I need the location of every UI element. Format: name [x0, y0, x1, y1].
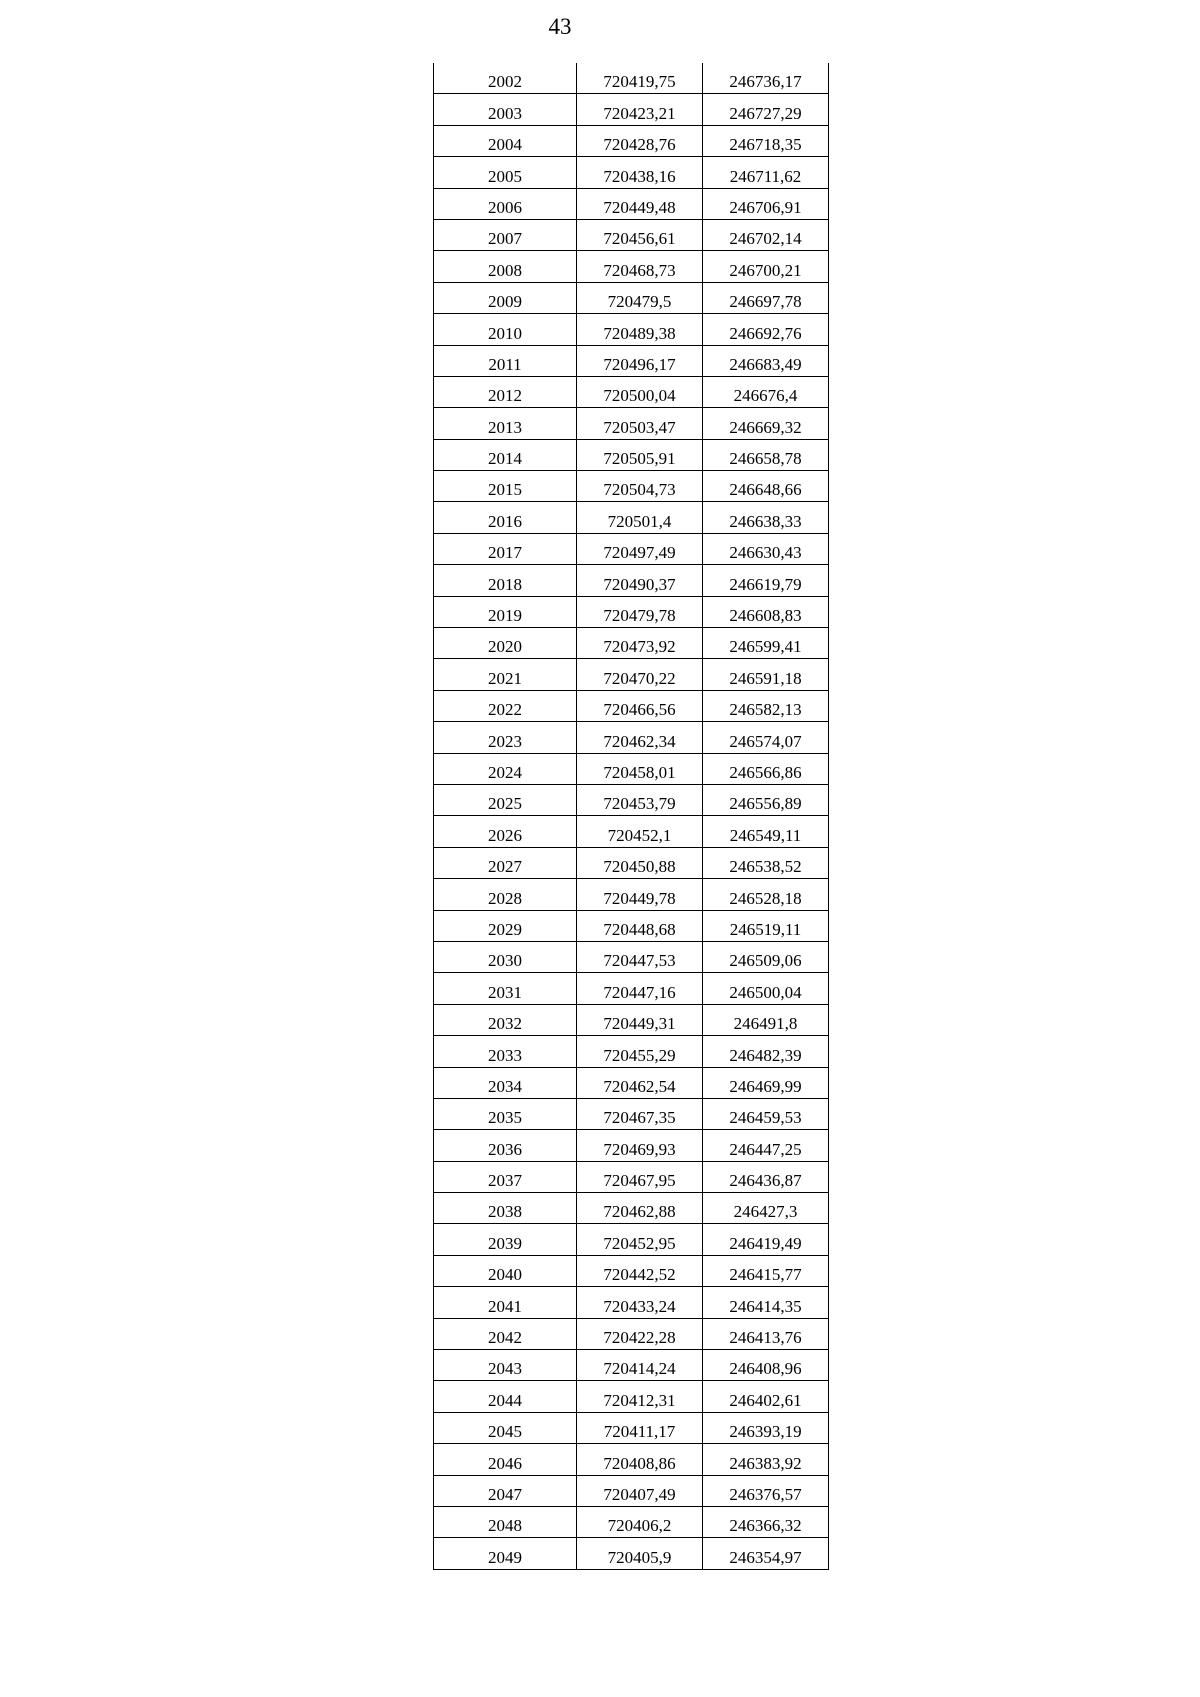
- point-number-cell: 2028: [434, 879, 577, 910]
- table-row: [434, 847, 829, 878]
- y-coordinate-cell: 246500,04: [703, 973, 829, 1004]
- x-coordinate-cell: 720450,88: [577, 847, 703, 878]
- x-coordinate-cell: 720467,35: [577, 1098, 703, 1129]
- coordinates-table-body: [434, 63, 829, 1569]
- y-coordinate-cell: 246427,3: [703, 1193, 829, 1224]
- point-number-cell: 2023: [434, 722, 577, 753]
- y-coordinate-cell: 246638,33: [703, 502, 829, 533]
- y-coordinate-cell: 246414,35: [703, 1287, 829, 1318]
- table-row: [434, 690, 829, 721]
- table-row: [434, 219, 829, 250]
- table-row: [434, 1506, 829, 1537]
- x-coordinate-cell: 720468,73: [577, 251, 703, 282]
- y-coordinate-cell: 246393,19: [703, 1412, 829, 1443]
- y-coordinate-cell: 246436,87: [703, 1161, 829, 1192]
- point-number-cell: 2047: [434, 1475, 577, 1506]
- y-coordinate-cell: 246676,4: [703, 376, 829, 407]
- y-coordinate-cell: 246692,76: [703, 314, 829, 345]
- point-number-cell: 2020: [434, 628, 577, 659]
- x-coordinate-cell: 720449,48: [577, 188, 703, 219]
- x-coordinate-cell: 720469,93: [577, 1130, 703, 1161]
- x-coordinate-cell: 720414,24: [577, 1350, 703, 1381]
- x-coordinate-cell: 720428,76: [577, 125, 703, 156]
- table-row: [434, 376, 829, 407]
- table-row: [434, 1224, 829, 1255]
- point-number-cell: 2049: [434, 1538, 577, 1569]
- table-row: [434, 1067, 829, 1098]
- table-row: [434, 282, 829, 313]
- y-coordinate-cell: 246736,17: [703, 63, 829, 94]
- x-coordinate-cell: 720433,24: [577, 1287, 703, 1318]
- x-coordinate-cell: 720462,54: [577, 1067, 703, 1098]
- x-coordinate-cell: 720419,75: [577, 63, 703, 94]
- y-coordinate-cell: 246697,78: [703, 282, 829, 313]
- y-coordinate-cell: 246459,53: [703, 1098, 829, 1129]
- table-row: [434, 1255, 829, 1286]
- point-number-cell: 2013: [434, 408, 577, 439]
- x-coordinate-cell: 720479,5: [577, 282, 703, 313]
- x-coordinate-cell: 720412,31: [577, 1381, 703, 1412]
- table-row: [434, 314, 829, 345]
- table-row: [434, 1098, 829, 1129]
- point-number-cell: 2003: [434, 94, 577, 125]
- table-row: [434, 439, 829, 470]
- point-number-cell: 2015: [434, 471, 577, 502]
- table-row: [434, 502, 829, 533]
- table-row: [434, 910, 829, 941]
- table-row: [434, 1130, 829, 1161]
- y-coordinate-cell: 246549,11: [703, 816, 829, 847]
- y-coordinate-cell: 246408,96: [703, 1350, 829, 1381]
- y-coordinate-cell: 246711,62: [703, 157, 829, 188]
- table-row: [434, 941, 829, 972]
- x-coordinate-cell: 720504,73: [577, 471, 703, 502]
- y-coordinate-cell: 246366,32: [703, 1506, 829, 1537]
- y-coordinate-cell: 246669,32: [703, 408, 829, 439]
- table-row: [434, 408, 829, 439]
- y-coordinate-cell: 246538,52: [703, 847, 829, 878]
- point-number-cell: 2012: [434, 376, 577, 407]
- table-row: [434, 816, 829, 847]
- table-row: [434, 659, 829, 690]
- point-number-cell: 2021: [434, 659, 577, 690]
- x-coordinate-cell: 720408,86: [577, 1444, 703, 1475]
- x-coordinate-cell: 720407,49: [577, 1475, 703, 1506]
- y-coordinate-cell: 246619,79: [703, 565, 829, 596]
- table-row: [434, 471, 829, 502]
- point-number-cell: 2048: [434, 1506, 577, 1537]
- table-row: [434, 94, 829, 125]
- x-coordinate-cell: 720406,2: [577, 1506, 703, 1537]
- table-row: [434, 784, 829, 815]
- y-coordinate-cell: 246706,91: [703, 188, 829, 219]
- y-coordinate-cell: 246469,99: [703, 1067, 829, 1098]
- table-row: [434, 1287, 829, 1318]
- point-number-cell: 2002: [434, 63, 577, 94]
- table-row: [434, 63, 829, 94]
- y-coordinate-cell: 246727,29: [703, 94, 829, 125]
- point-number-cell: 2038: [434, 1193, 577, 1224]
- y-coordinate-cell: 246702,14: [703, 219, 829, 250]
- y-coordinate-cell: 246630,43: [703, 533, 829, 564]
- table-row: [434, 188, 829, 219]
- x-coordinate-cell: 720448,68: [577, 910, 703, 941]
- x-coordinate-cell: 720447,53: [577, 941, 703, 972]
- x-coordinate-cell: 720505,91: [577, 439, 703, 470]
- point-number-cell: 2046: [434, 1444, 577, 1475]
- y-coordinate-cell: 246582,13: [703, 690, 829, 721]
- y-coordinate-cell: 246354,97: [703, 1538, 829, 1569]
- table-row: [434, 1538, 829, 1569]
- table-row: [434, 157, 829, 188]
- point-number-cell: 2045: [434, 1412, 577, 1443]
- x-coordinate-cell: 720490,37: [577, 565, 703, 596]
- table-row: [434, 1036, 829, 1067]
- y-coordinate-cell: 246556,89: [703, 784, 829, 815]
- point-number-cell: 2008: [434, 251, 577, 282]
- table-row: [434, 1318, 829, 1349]
- point-number-cell: 2031: [434, 973, 577, 1004]
- y-coordinate-cell: 246376,57: [703, 1475, 829, 1506]
- table-row: [434, 1161, 829, 1192]
- point-number-cell: 2044: [434, 1381, 577, 1412]
- y-coordinate-cell: 246700,21: [703, 251, 829, 282]
- table-row: [434, 125, 829, 156]
- point-number-cell: 2030: [434, 941, 577, 972]
- point-number-cell: 2040: [434, 1255, 577, 1286]
- point-number-cell: 2035: [434, 1098, 577, 1129]
- y-coordinate-cell: 246491,8: [703, 1004, 829, 1035]
- point-number-cell: 2005: [434, 157, 577, 188]
- x-coordinate-cell: 720500,04: [577, 376, 703, 407]
- point-number-cell: 2019: [434, 596, 577, 627]
- x-coordinate-cell: 720479,78: [577, 596, 703, 627]
- y-coordinate-cell: 246574,07: [703, 722, 829, 753]
- y-coordinate-cell: 246718,35: [703, 125, 829, 156]
- x-coordinate-cell: 720470,22: [577, 659, 703, 690]
- point-number-cell: 2016: [434, 502, 577, 533]
- point-number-cell: 2034: [434, 1067, 577, 1098]
- point-number-cell: 2043: [434, 1350, 577, 1381]
- point-number-cell: 2018: [434, 565, 577, 596]
- y-coordinate-cell: 246419,49: [703, 1224, 829, 1255]
- x-coordinate-cell: 720462,34: [577, 722, 703, 753]
- y-coordinate-cell: 246482,39: [703, 1036, 829, 1067]
- point-number-cell: 2011: [434, 345, 577, 376]
- page-number: 43: [548, 14, 572, 39]
- coordinates-table: [433, 63, 829, 1570]
- y-coordinate-cell: 246608,83: [703, 596, 829, 627]
- table-row: [434, 596, 829, 627]
- y-coordinate-cell: 246415,77: [703, 1255, 829, 1286]
- y-coordinate-cell: 246591,18: [703, 659, 829, 690]
- x-coordinate-cell: 720453,79: [577, 784, 703, 815]
- x-coordinate-cell: 720473,92: [577, 628, 703, 659]
- x-coordinate-cell: 720503,47: [577, 408, 703, 439]
- point-number-cell: 2006: [434, 188, 577, 219]
- table-row: [434, 879, 829, 910]
- y-coordinate-cell: 246648,66: [703, 471, 829, 502]
- y-coordinate-cell: 246566,86: [703, 753, 829, 784]
- x-coordinate-cell: 720411,17: [577, 1412, 703, 1443]
- x-coordinate-cell: 720497,49: [577, 533, 703, 564]
- point-number-cell: 2014: [434, 439, 577, 470]
- table-row: [434, 533, 829, 564]
- point-number-cell: 2025: [434, 784, 577, 815]
- point-number-cell: 2036: [434, 1130, 577, 1161]
- point-number-cell: 2039: [434, 1224, 577, 1255]
- table-row: [434, 251, 829, 282]
- y-coordinate-cell: 246413,76: [703, 1318, 829, 1349]
- y-coordinate-cell: 246519,11: [703, 910, 829, 941]
- x-coordinate-cell: 720455,29: [577, 1036, 703, 1067]
- table-row: [434, 1412, 829, 1443]
- x-coordinate-cell: 720466,56: [577, 690, 703, 721]
- table-row: [434, 1004, 829, 1035]
- table-row: [434, 628, 829, 659]
- y-coordinate-cell: 246402,61: [703, 1381, 829, 1412]
- point-number-cell: 2037: [434, 1161, 577, 1192]
- x-coordinate-cell: 720423,21: [577, 94, 703, 125]
- table-row: [434, 1193, 829, 1224]
- x-coordinate-cell: 720452,1: [577, 816, 703, 847]
- point-number-cell: 2009: [434, 282, 577, 313]
- x-coordinate-cell: 720442,52: [577, 1255, 703, 1286]
- x-coordinate-cell: 720449,78: [577, 879, 703, 910]
- point-number-cell: 2029: [434, 910, 577, 941]
- x-coordinate-cell: 720467,95: [577, 1161, 703, 1192]
- point-number-cell: 2010: [434, 314, 577, 345]
- x-coordinate-cell: 720422,28: [577, 1318, 703, 1349]
- x-coordinate-cell: 720496,17: [577, 345, 703, 376]
- table-row: [434, 345, 829, 376]
- x-coordinate-cell: 720456,61: [577, 219, 703, 250]
- y-coordinate-cell: 246683,49: [703, 345, 829, 376]
- y-coordinate-cell: 246599,41: [703, 628, 829, 659]
- x-coordinate-cell: 720462,88: [577, 1193, 703, 1224]
- point-number-cell: 2026: [434, 816, 577, 847]
- table-row: [434, 1350, 829, 1381]
- point-number-cell: 2004: [434, 125, 577, 156]
- point-number-cell: 2041: [434, 1287, 577, 1318]
- point-number-cell: 2032: [434, 1004, 577, 1035]
- table-row: [434, 722, 829, 753]
- x-coordinate-cell: 720458,01: [577, 753, 703, 784]
- x-coordinate-cell: 720489,38: [577, 314, 703, 345]
- table-row: [434, 1475, 829, 1506]
- x-coordinate-cell: 720438,16: [577, 157, 703, 188]
- x-coordinate-cell: 720452,95: [577, 1224, 703, 1255]
- x-coordinate-cell: 720405,9: [577, 1538, 703, 1569]
- point-number-cell: 2033: [434, 1036, 577, 1067]
- y-coordinate-cell: 246528,18: [703, 879, 829, 910]
- point-number-cell: 2007: [434, 219, 577, 250]
- x-coordinate-cell: 720501,4: [577, 502, 703, 533]
- point-number-cell: 2042: [434, 1318, 577, 1349]
- point-number-cell: 2024: [434, 753, 577, 784]
- table-row: [434, 973, 829, 1004]
- point-number-cell: 2022: [434, 690, 577, 721]
- table-row: [434, 753, 829, 784]
- point-number-cell: 2017: [434, 533, 577, 564]
- y-coordinate-cell: 246383,92: [703, 1444, 829, 1475]
- table-row: [434, 565, 829, 596]
- table-row: [434, 1444, 829, 1475]
- y-coordinate-cell: 246658,78: [703, 439, 829, 470]
- x-coordinate-cell: 720447,16: [577, 973, 703, 1004]
- table-row: [434, 1381, 829, 1412]
- y-coordinate-cell: 246447,25: [703, 1130, 829, 1161]
- point-number-cell: 2027: [434, 847, 577, 878]
- x-coordinate-cell: 720449,31: [577, 1004, 703, 1035]
- y-coordinate-cell: 246509,06: [703, 941, 829, 972]
